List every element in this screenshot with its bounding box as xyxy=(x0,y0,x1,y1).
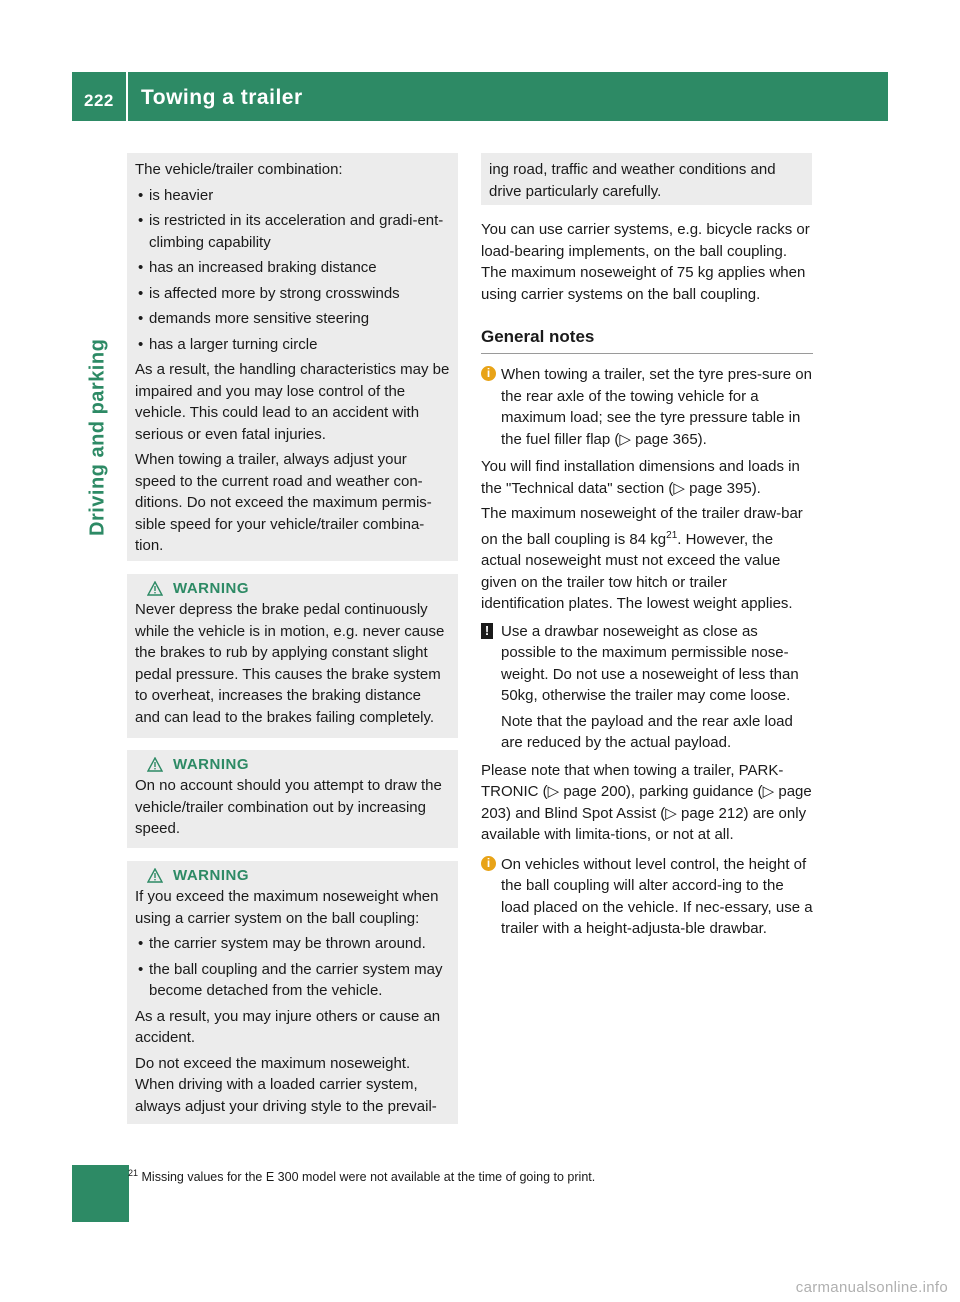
caution-text-payload: Note that the payload and the rear axle load are reduced by the actual payload. xyxy=(501,712,793,751)
info-note-text: On vehicles without level control, the height of the ball coupling will alter accord-ing to the load placed on the vehicle. If nec-essary, use a trailer with a height-adjusta-ble drawbar. xyxy=(501,855,813,937)
footnote-text: Missing values for the E 300 model were not available at the time of going to print. xyxy=(141,1170,596,1185)
caution-note xyxy=(481,621,813,754)
continued-warning-text: ing road, traffic and weather conditions and drive particularly carefully. xyxy=(489,161,776,200)
page-title: Towing a trailer xyxy=(141,86,303,109)
warning-triangle-icon xyxy=(147,868,163,883)
warning-label: WARNING xyxy=(173,867,249,884)
info-note xyxy=(481,364,813,450)
list-item: • is restricted in its acceleration and gradi-ent-climbing capability xyxy=(135,210,450,253)
speed-paragraph: When towing a trailer, always adjust your speed to the current road and weather con-ditions. Do not exceed the maximum permis-sible speed for your vehicle/trailer combina-tion. xyxy=(135,451,432,554)
watermark: carmanualsonline.info xyxy=(795,1279,948,1296)
parktronic-paragraph: Please note that when towing a trailer, PARK-TRONIC (▷ page 200), parking guidance (▷ page 203) and Blind Spot Assist (▷ page 212) are only available with limita-tions, or not at all. xyxy=(481,761,812,843)
list-item: • demands more sensitive steering xyxy=(135,308,450,330)
warning-box-noseweight xyxy=(127,861,458,1124)
header-divider xyxy=(126,72,128,121)
list-item: • has an increased braking distance xyxy=(135,257,450,279)
list-item: • has a larger turning circle xyxy=(135,334,450,356)
info-icon: i xyxy=(481,366,496,381)
warning-box-brake xyxy=(127,574,458,738)
trailer-handling-box xyxy=(127,153,458,561)
page-number: 222 xyxy=(84,91,114,110)
info-note-text: When towing a trailer, set the tyre pres-sure on the rear axle of the towing vehicle for a maximum load; see the tyre pressure table in the fuel filler flap (▷ page 365). xyxy=(501,366,812,448)
footnote-reference: 21 xyxy=(666,529,678,541)
caution-text: Use a drawbar noseweight as close as possible to the maximum permissible nose-weight. Do not use a noseweight of less than 50kg, otherwise the trailer may come loose. xyxy=(501,622,799,704)
section-side-tab xyxy=(84,236,112,536)
installation-paragraph: You will find installation dimensions and loads in the "Technical data" section (▷ page 395). xyxy=(481,458,800,497)
list-item: • the ball coupling and the carrier system may become detached from the vehicle. xyxy=(135,959,450,1002)
noseweight-paragraph xyxy=(481,503,813,615)
warning-consequence: As a result, you may injure others or cause an accident. xyxy=(135,1007,441,1046)
warning-instruction: Do not exceed the maximum noseweight. When driving with a loaded carrier system, always adjust your driving style to the prevail- xyxy=(135,1054,437,1115)
noseweight-text-cont: . However, the actual noseweight must not exceed the value given on the trailer tow hitch or trailer identification plates. The lowest weight applies. xyxy=(481,530,793,612)
list-item: • is affected more by strong crosswinds xyxy=(135,283,450,305)
warning-triangle-icon xyxy=(147,757,163,772)
warning-triangle-icon xyxy=(147,581,163,596)
side-tab-marker xyxy=(72,1165,129,1222)
warning-label: WARNING xyxy=(173,580,249,597)
info-icon: i xyxy=(481,856,496,871)
noseweight-text: The maximum noseweight of the trailer draw-bar on the ball coupling is 84 kg xyxy=(481,505,803,548)
warning-text: On no account should you attempt to draw the vehicle/trailer combination out by increasing speed. xyxy=(135,777,442,837)
warning-label: WARNING xyxy=(173,756,249,773)
warning-heading xyxy=(135,756,450,773)
box-intro: The vehicle/trailer combination: xyxy=(135,161,343,178)
footnote xyxy=(128,1168,595,1184)
carrier-paragraph: You can use carrier systems, e.g. bicycle racks or load-bearing implements, on the ball coupling. The maximum noseweight of 75 kg applies when using carrier systems on the ball coupling. xyxy=(481,221,810,303)
warning-box-speed xyxy=(127,750,458,848)
warning-heading xyxy=(135,867,450,884)
warning-intro: If you exceed the maximum noseweight when using a carrier system on the ball coupling: xyxy=(135,888,439,927)
right-column xyxy=(481,219,813,940)
side-tab-label: Driving and parking xyxy=(86,338,109,536)
footnote-number: 21 xyxy=(128,1168,139,1178)
section-heading: General notes xyxy=(481,327,813,354)
list-item: • the carrier system may be thrown around. xyxy=(135,933,450,955)
warning-text: Never depress the brake pedal continuously while the vehicle is in motion, e.g. never cause the brakes to rub by applying constant slight pedal pressure. This causes the brake system to overheat, increases the braking distance and can lead to the brakes failing completely. xyxy=(135,601,445,726)
list-item: • is heavier xyxy=(135,185,450,207)
handling-paragraph: As a result, the handling characteristics may be impaired and you may lose control of the vehicle. This could lead to an accident with serious or even fatal injuries. xyxy=(135,361,450,443)
continued-warning-box xyxy=(481,153,812,205)
exclamation-icon: ! xyxy=(481,623,493,639)
warning-heading xyxy=(135,580,450,597)
info-note xyxy=(481,854,813,940)
